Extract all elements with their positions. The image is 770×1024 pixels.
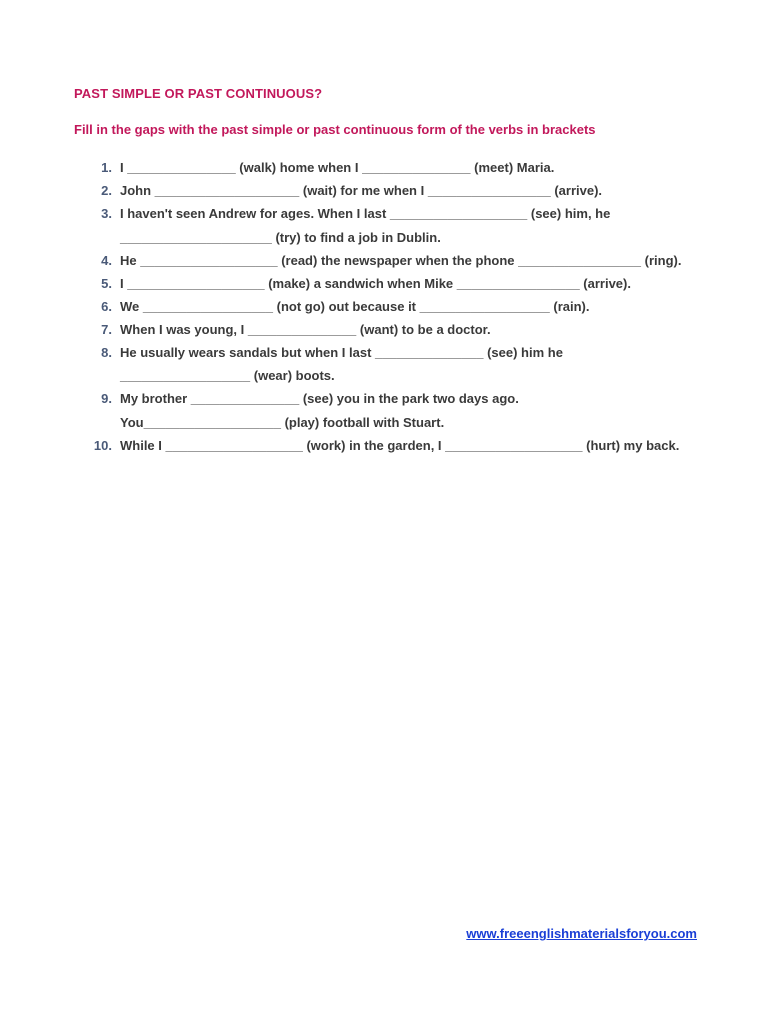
exercise-list xyxy=(74,160,714,461)
item-text xyxy=(120,299,714,316)
item-line: He usually wears sandals but when I last _______________ (see) him he xyxy=(120,344,563,360)
item-text xyxy=(120,345,714,385)
item-line: I ___________________ (make) a sandwich when Mike _________________ (arrive). xyxy=(120,275,631,291)
item-text xyxy=(120,322,714,339)
item-number: 7. xyxy=(101,321,112,337)
item-number: 1. xyxy=(101,160,112,175)
exercise-item xyxy=(74,183,714,200)
item-line: While I ___________________ (work) in the garden, I ___________________ (hurt) my back. xyxy=(120,437,680,453)
footer-website-link[interactable]: www.freeenglishmaterialsforyou.com xyxy=(466,926,697,941)
item-line: We __________________ (not go) out because it __________________ (rain). xyxy=(120,298,590,314)
worksheet-title: PAST SIMPLE OR PAST CONTINUOUS? xyxy=(74,86,323,101)
item-number: 5. xyxy=(101,275,112,291)
item-number: 2. xyxy=(101,183,112,198)
item-text xyxy=(120,160,714,177)
item-text xyxy=(120,206,714,246)
exercise-item xyxy=(74,160,714,177)
exercise-item xyxy=(74,438,714,455)
item-line: My brother _______________ (see) you in the park two days ago. xyxy=(120,391,519,406)
exercise-item xyxy=(74,253,714,270)
item-number: 10. xyxy=(93,437,112,453)
item-line: _____________________ (try) to find a job in Dublin. xyxy=(120,229,441,245)
exercise-item xyxy=(74,299,714,316)
item-text xyxy=(120,438,714,455)
exercise-item xyxy=(74,322,714,339)
item-number: 4. xyxy=(101,252,112,268)
item-line: You___________________ (play) football with Stuart. xyxy=(120,414,445,430)
item-text xyxy=(120,391,714,431)
item-line: When I was young, I _______________ (want) to be a doctor. xyxy=(120,321,491,337)
item-line: He ___________________ (read) the newspaper when the phone _________________ (ring). xyxy=(120,252,682,268)
exercise-item xyxy=(74,276,714,293)
item-text xyxy=(120,253,714,270)
item-number: 8. xyxy=(101,344,112,360)
exercise-item xyxy=(74,391,714,431)
item-line: I haven't seen Andrew for ages. When I last ___________________ (see) him, he xyxy=(120,206,611,221)
exercise-item xyxy=(74,206,714,246)
worksheet-instructions: Fill in the gaps with the past simple or past continuous form of the verbs in brackets xyxy=(74,122,596,137)
item-number: 3. xyxy=(101,206,112,221)
item-number: 9. xyxy=(101,391,112,406)
item-number: 6. xyxy=(101,298,112,314)
item-line: I _______________ (walk) home when I _______________ (meet) Maria. xyxy=(120,160,555,175)
item-text xyxy=(120,276,714,293)
item-line: __________________ (wear) boots. xyxy=(120,368,335,383)
item-line: John ____________________ (wait) for me when I _________________ (arrive). xyxy=(120,183,603,198)
item-text xyxy=(120,183,714,200)
exercise-item xyxy=(74,345,714,385)
